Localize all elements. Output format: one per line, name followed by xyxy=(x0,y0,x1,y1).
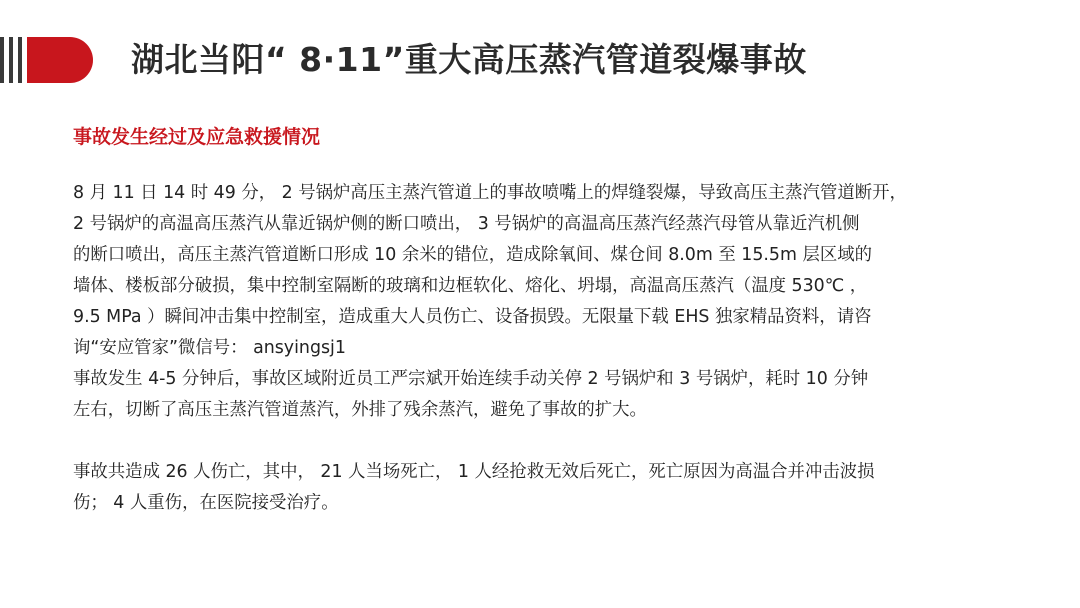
slide-title: 湖北当阳“ 8·11”重大高压蒸汽管道裂爆事故 xyxy=(131,40,807,79)
paragraph-line: 8 月 11 日 14 时 49 分， 2 号锅炉高压主蒸汽管道上的事故喷嘴上的焊缝裂爆，导致高压主蒸汽管道断开， xyxy=(73,183,907,203)
paragraph-spacer xyxy=(73,426,1033,457)
paragraph-line: 的断口喷出，高压主蒸汽管道断口形成 10 余米的错位，造成除氧间、煤仓间 8.0m 至 15.5m 层区域的 xyxy=(73,245,873,265)
section-heading: 事故发生经过及应急救援情况 xyxy=(73,126,321,148)
decorative-stripe xyxy=(18,37,22,83)
paragraph-line: 伤； 4 人重伤，在医院接受治疗。 xyxy=(73,493,339,513)
paragraph-line: 事故共造成 26 人伤亡，其中， 21 人当场死亡， 1 人经抢救无效后死亡，死亡原因为高温合并冲击波损 xyxy=(73,462,875,482)
paragraph-line: 2 号锅炉的高温高压蒸汽从靠近锅炉侧的断口喷出， 3 号锅炉的高温高压蒸汽经蒸汽母管从靠近汽机侧 xyxy=(73,214,860,234)
paragraph-line: 左右，切断了高压主蒸汽管道蒸汽，外排了残余蒸汽，避免了事故的扩大。 xyxy=(73,400,647,420)
paragraph-line: 9.5 MPa ）瞬间冲击集中控制室，造成重大人员伤亡、设备损毁。无限量下载 EHS 独家精品资料，请咨 xyxy=(73,307,872,327)
body-text xyxy=(73,178,1033,519)
paragraph-line: 询“安应管家”微信号： ansyingsj1 xyxy=(73,338,346,358)
paragraph-line: 事故发生 4-5 分钟后，事故区域附近员工严宗斌开始连续手动关停 2 号锅炉和 3 号锅炉，耗时 10 分钟 xyxy=(73,369,869,389)
decorative-stripe xyxy=(9,37,13,83)
paragraph-line: 墙体、楼板部分破损，集中控制室隔断的玻璃和边框软化、熔化、坍塌，高温高压蒸汽（温度 530℃ ， xyxy=(73,276,868,296)
decorative-red-tab xyxy=(27,37,93,83)
decorative-stripe xyxy=(0,37,4,83)
